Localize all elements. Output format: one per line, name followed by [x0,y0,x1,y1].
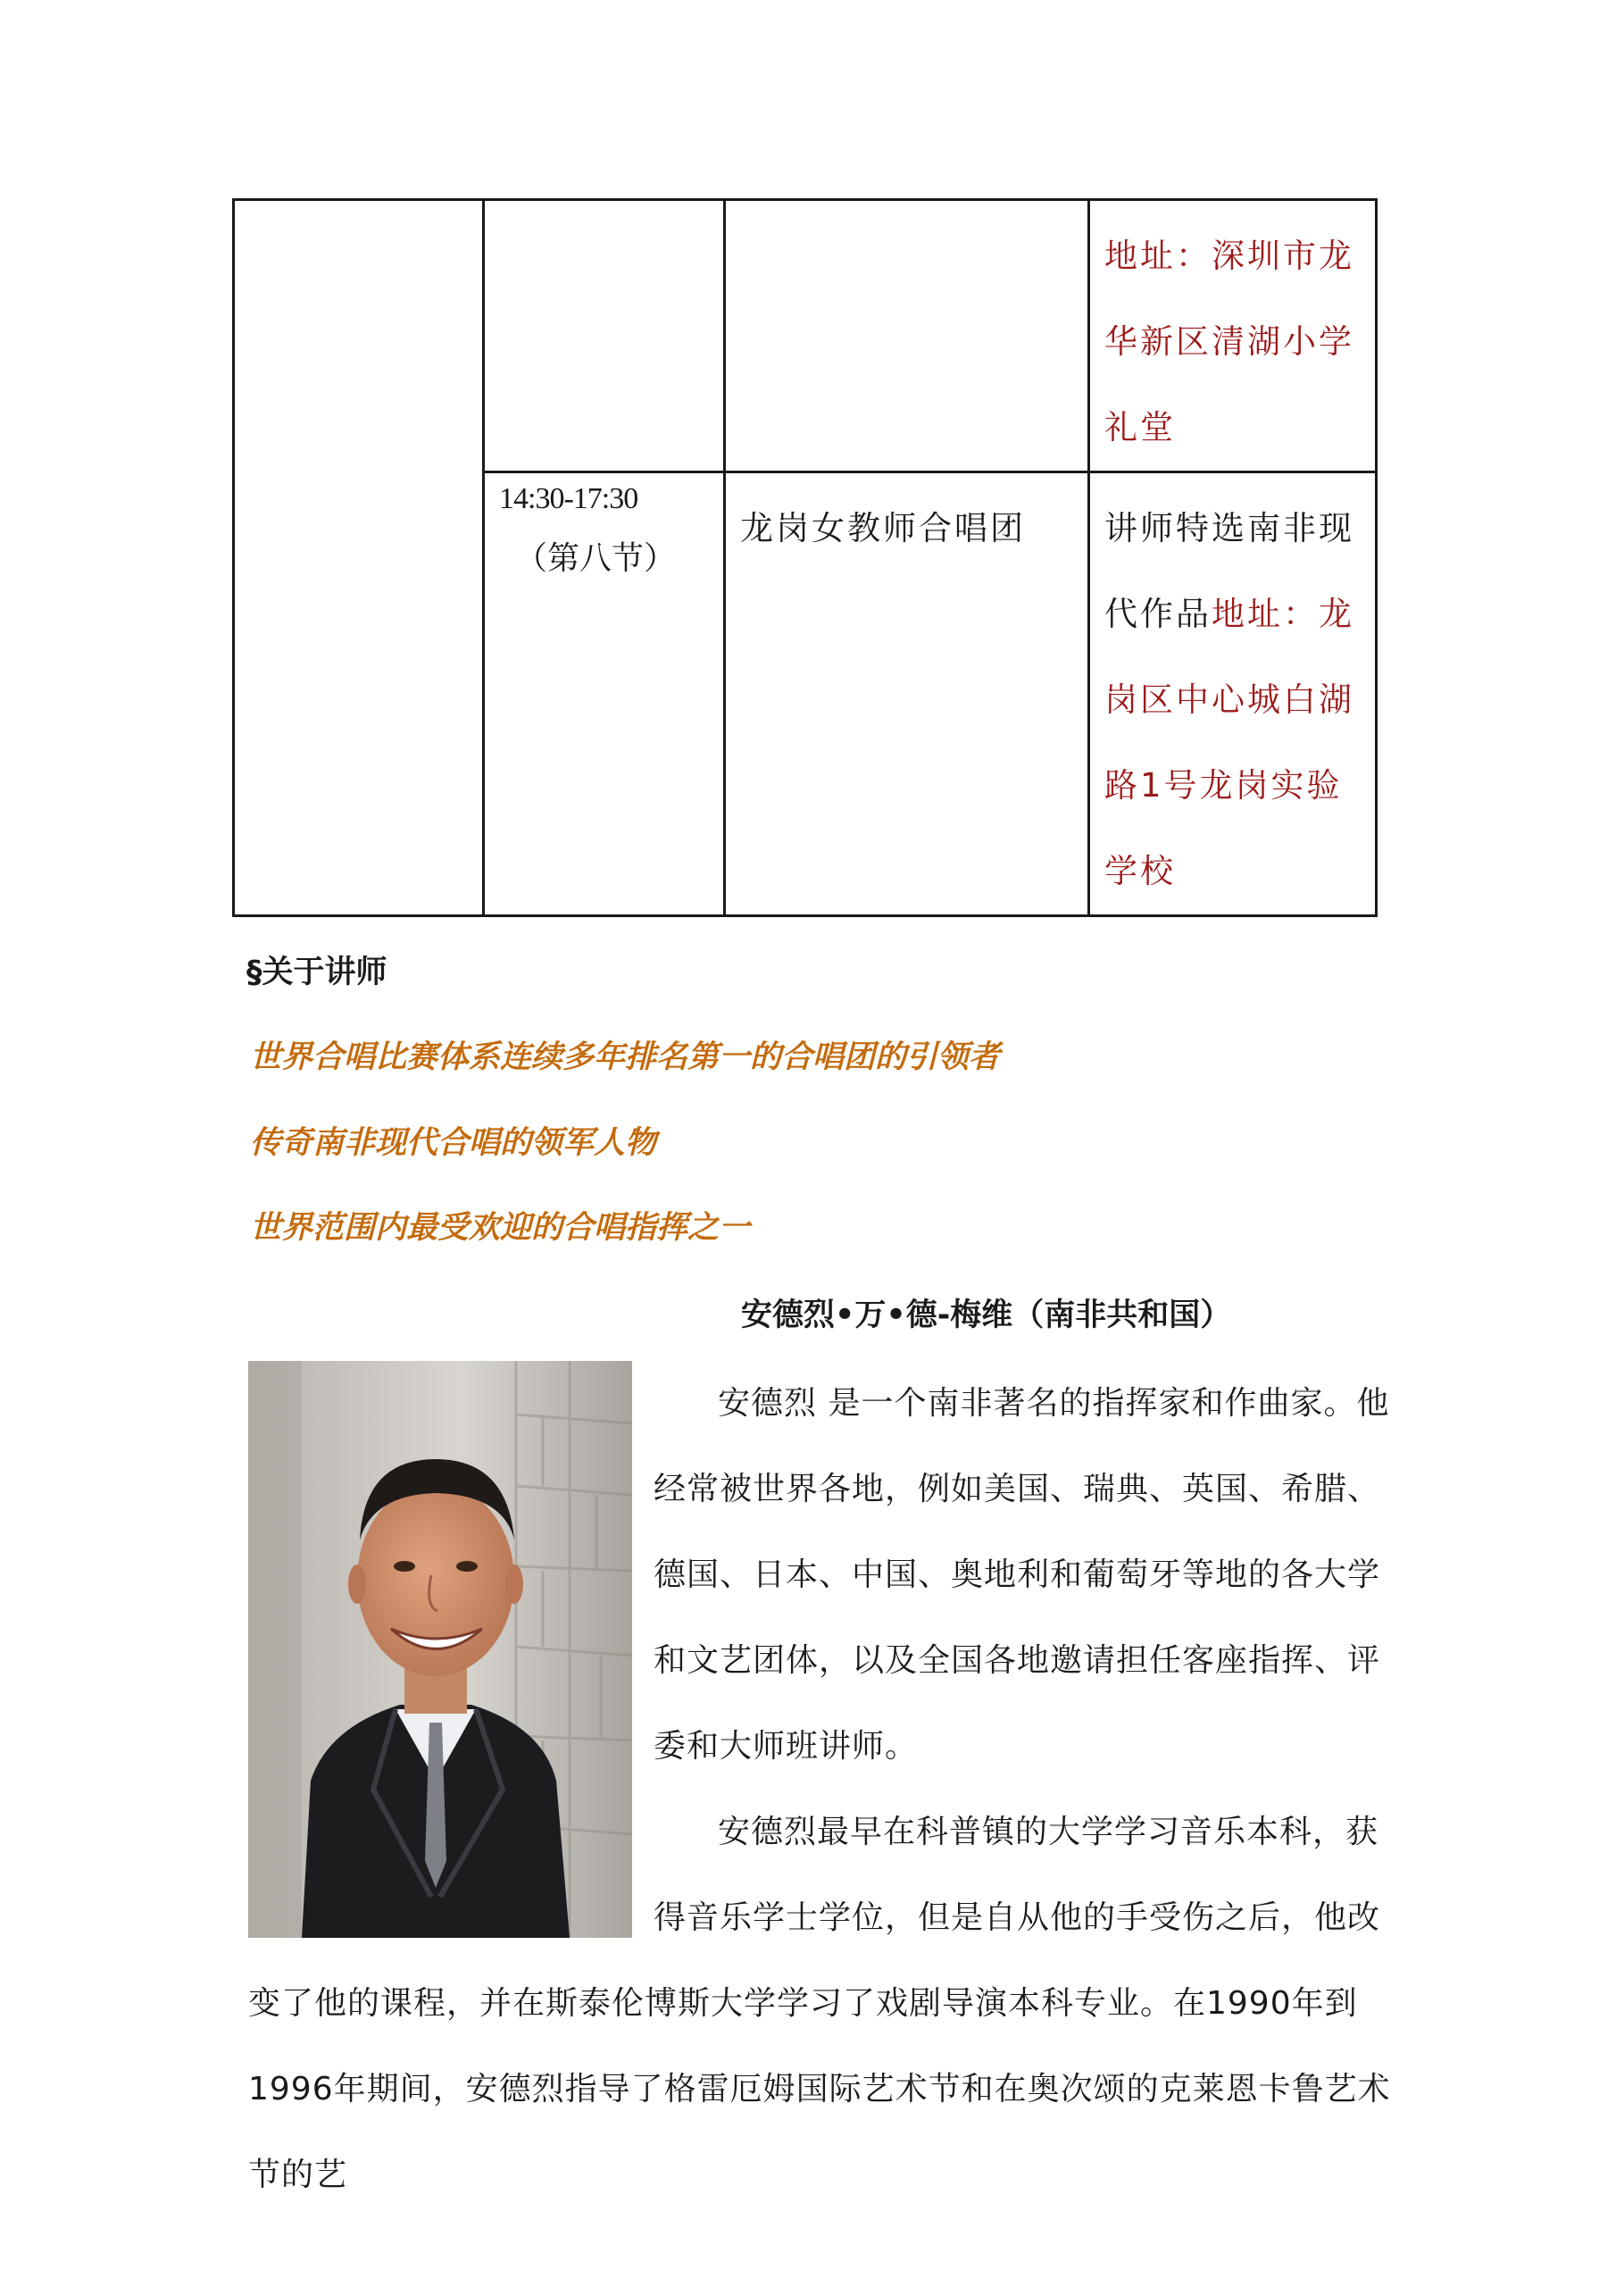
lecturer-name: 安德烈•万•德-梅维（南非共和国） [741,1298,1232,1333]
schedule-table [232,198,1378,917]
repertoire-title: 讲师特选南非现代作品 [1104,509,1354,633]
tagline: 传奇南非现代合唱的领军人物 [250,1125,657,1161]
bio-paragraph: 变了他的课程，并在斯泰伦博斯大学学习了戏剧导演本科专业。在1990年到1996年期间，安德烈指导了格雷厄姆国际艺术节和在奥次颂的克莱恩卡鲁艺术节的艺 [248,1985,1391,2193]
choir-cell [725,200,1089,472]
lecturer-portrait [248,1361,632,1938]
venue-address: 地址：深圳市龙华新区清湖小学礼堂 [1104,237,1354,446]
portrait-illustration [248,1361,632,1938]
choir-cell [725,472,1089,916]
tagline: 世界合唱比赛体系连续多年排名第一的合唱团的引领者 [250,1039,1001,1075]
bio-paragraph: 安德烈最早在科普镇的大学学习音乐本科，获得音乐学士学位，但是自从他的手受伤之后，他改 [654,1814,1381,1936]
repertoire-cell [1089,472,1377,916]
date-cell [234,200,484,916]
session-time: 14:30-17:30 [499,482,638,515]
venue-address: 地址：龙岗区中心城白湖路1号龙岗实验学校 [1104,595,1354,890]
bio-paragraph: 安德烈 是一个南非著名的指挥家和作曲家。他经常被世界各地，例如美国、瑞典、英国、希腊、德国、日本、中国、奥地利和葡萄牙等地的各大学和文艺团体，以及全国各地邀请担任客座指挥、评委和大师班讲师。 [654,1385,1390,1765]
schedule-row [234,200,1377,472]
repertoire-text [1090,473,1375,914]
repertoire-cell [1089,200,1377,472]
session-label: （第八节） [515,540,677,577]
time-cell [484,200,725,472]
choir-name: 龙岗女教师合唱团 [740,509,1026,547]
section-title: §关于讲师 [246,955,387,990]
time-cell [484,472,725,916]
tagline: 世界范围内最受欢迎的合唱指挥之一 [250,1210,751,1246]
